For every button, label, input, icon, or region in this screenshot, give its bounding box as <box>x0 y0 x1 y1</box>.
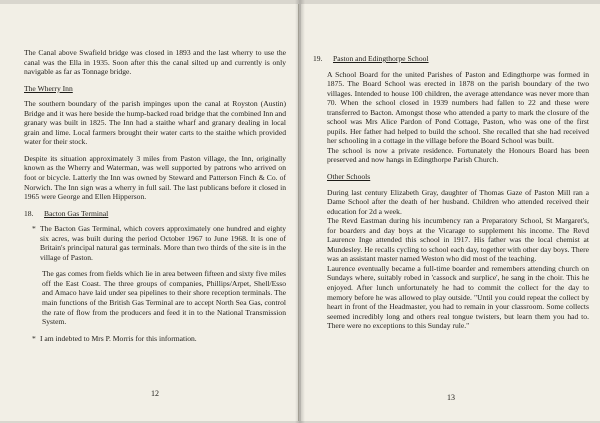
canal-paragraph: The Canal above Swafield bridge was closed in 1893 and the last wherry to use the canal was the Ella in 1935. Soon after this the canal silted up and currently is only navigable as far as Tonnage bridge. <box>24 48 286 77</box>
section-18-title: Bacton Gas Terminal <box>44 208 109 218</box>
gas-paragraph-1-text: The Bacton Gas Terminal, which covers approximately one hundred and eighty six acres, was built during the period October 1967 to June 1968. It is one of Britain's principal natural gas terminals. More than two thirds of the site is in the village of Paston. <box>40 224 286 262</box>
section-18-body <box>24 224 286 343</box>
section-19-heading <box>313 54 589 64</box>
page-number-left: 12 <box>151 389 159 398</box>
gas-paragraph-2: The gas comes from fields which lie in area between fifteen and sixty five miles off the East Coast. The three groups of companies, Phillips/Arpet, Shell/Esso and Amaco have laid under sea pipelines to their shore reception terminals. The main functions of the British Gas Terminal are to accept North Sea Gas, control the rate of flow from the producers and feed it in to the National Transmission System. <box>42 269 286 327</box>
wherry-paragraph-2: Despite its situation approximately 3 miles from Paston village, the Inn, originally known as the Wherry and Waterman, was well supported by patrons who arrived on foot or bicycle. Latterly the Inn was owned by Steward and Patterson Finch & Co. of Norwich. The Inn sign was a wherry in full sail. The last publicans before it closed in 1965 were George and Ellen Hipperson. <box>24 153 286 202</box>
page-number-right: 13 <box>447 393 455 402</box>
section-18-heading <box>24 209 286 219</box>
section-19-title: Paston and Edingthorpe School <box>333 54 429 63</box>
footnote-marker: * <box>32 224 36 234</box>
gas-paragraph-1 <box>32 224 286 262</box>
school-paragraph-2: The school is now a private residence. Fortunately the Honours Board has been preserved and now hangs in Edingthorpe Parish Church. <box>327 145 589 165</box>
section-18-number: 18. <box>24 208 34 218</box>
footnote-marker-2: * <box>32 333 36 343</box>
wherry-paragraph-1: The southern boundary of the parish impinges upon the canal at Royston (Austin) Bridge and it was here beside the hump-backed road bridge that the combined Inn and granary was built in 1825. The Inn had a staithe wharf and granary dealing in local grain and lime. Local farmers brought their water carts to the staithe which provided water for their stock. <box>24 99 286 147</box>
footnote-text: I am indebted to Mrs P. Morris for this information. <box>40 333 197 343</box>
school-paragraph-1: A School Board for the united Parishes of Paston and Edingthorpe was formed in 1875. The Board School was erected in 1878 on the parish boundary of the two villages. Intended to house 100 children, the average attendance was never more than 70. When the school closed in 1939 numbers had fallen to 22 and these were transferred to Bacton. Amongst those who attended a party to mark the closure of the school was Mrs Alice Pardon of Pond Cottage, Paston, who was one of the first pupils. Her father had helped to build the school. She recalled that she had received her schooling in a cottage in the village before the Board School was built. <box>327 69 589 146</box>
other-schools-paragraph-3: Laurence eventually became a full-time boarder and remembers attending church on Sundays where, suitably robed in 'cassock and surplice', he sang in the choir. This he enjoyed. After lunch unfortunately he had to commit the collect for the day to memory before he was allowed to play outside. "Until you could repeat the collect by heart in front of the Headmaster, you had to remain in your classroom. Some collects seemed incredibly long and others real tongue twisters, but learn them you had to. There were no exceptions to this Sunday rule." <box>327 263 589 331</box>
right-page-content <box>313 54 589 338</box>
section-19-number: 19. <box>313 54 323 63</box>
footnote <box>32 333 286 344</box>
other-schools-heading: Other Schools <box>327 172 371 182</box>
other-schools-paragraph-1: During last century Elizabeth Gray, daughter of Thomas Gaze of Paston Mill ran a Dame School after the death of her husband. Children who attended received their education for 2d a week. <box>327 187 589 216</box>
left-page-content <box>24 48 286 350</box>
book-gutter-shadow <box>295 0 305 423</box>
other-schools-paragraph-2: The Revd Eastman during his incumbency ran a Preparatory School, St Margaret's, for boarders and day boys at the Vicarage to supplement his income. The Revd Laurence Inge attended this school in 1917. His father was the local chemist at Mundesley. He recalls cycling to school each day, together with other day boys. There was an assistant master named Weston who did most of the teaching. <box>327 216 589 264</box>
left-page <box>0 4 299 421</box>
wherry-inn-heading: The Wherry Inn <box>24 83 73 93</box>
right-page <box>301 4 600 421</box>
